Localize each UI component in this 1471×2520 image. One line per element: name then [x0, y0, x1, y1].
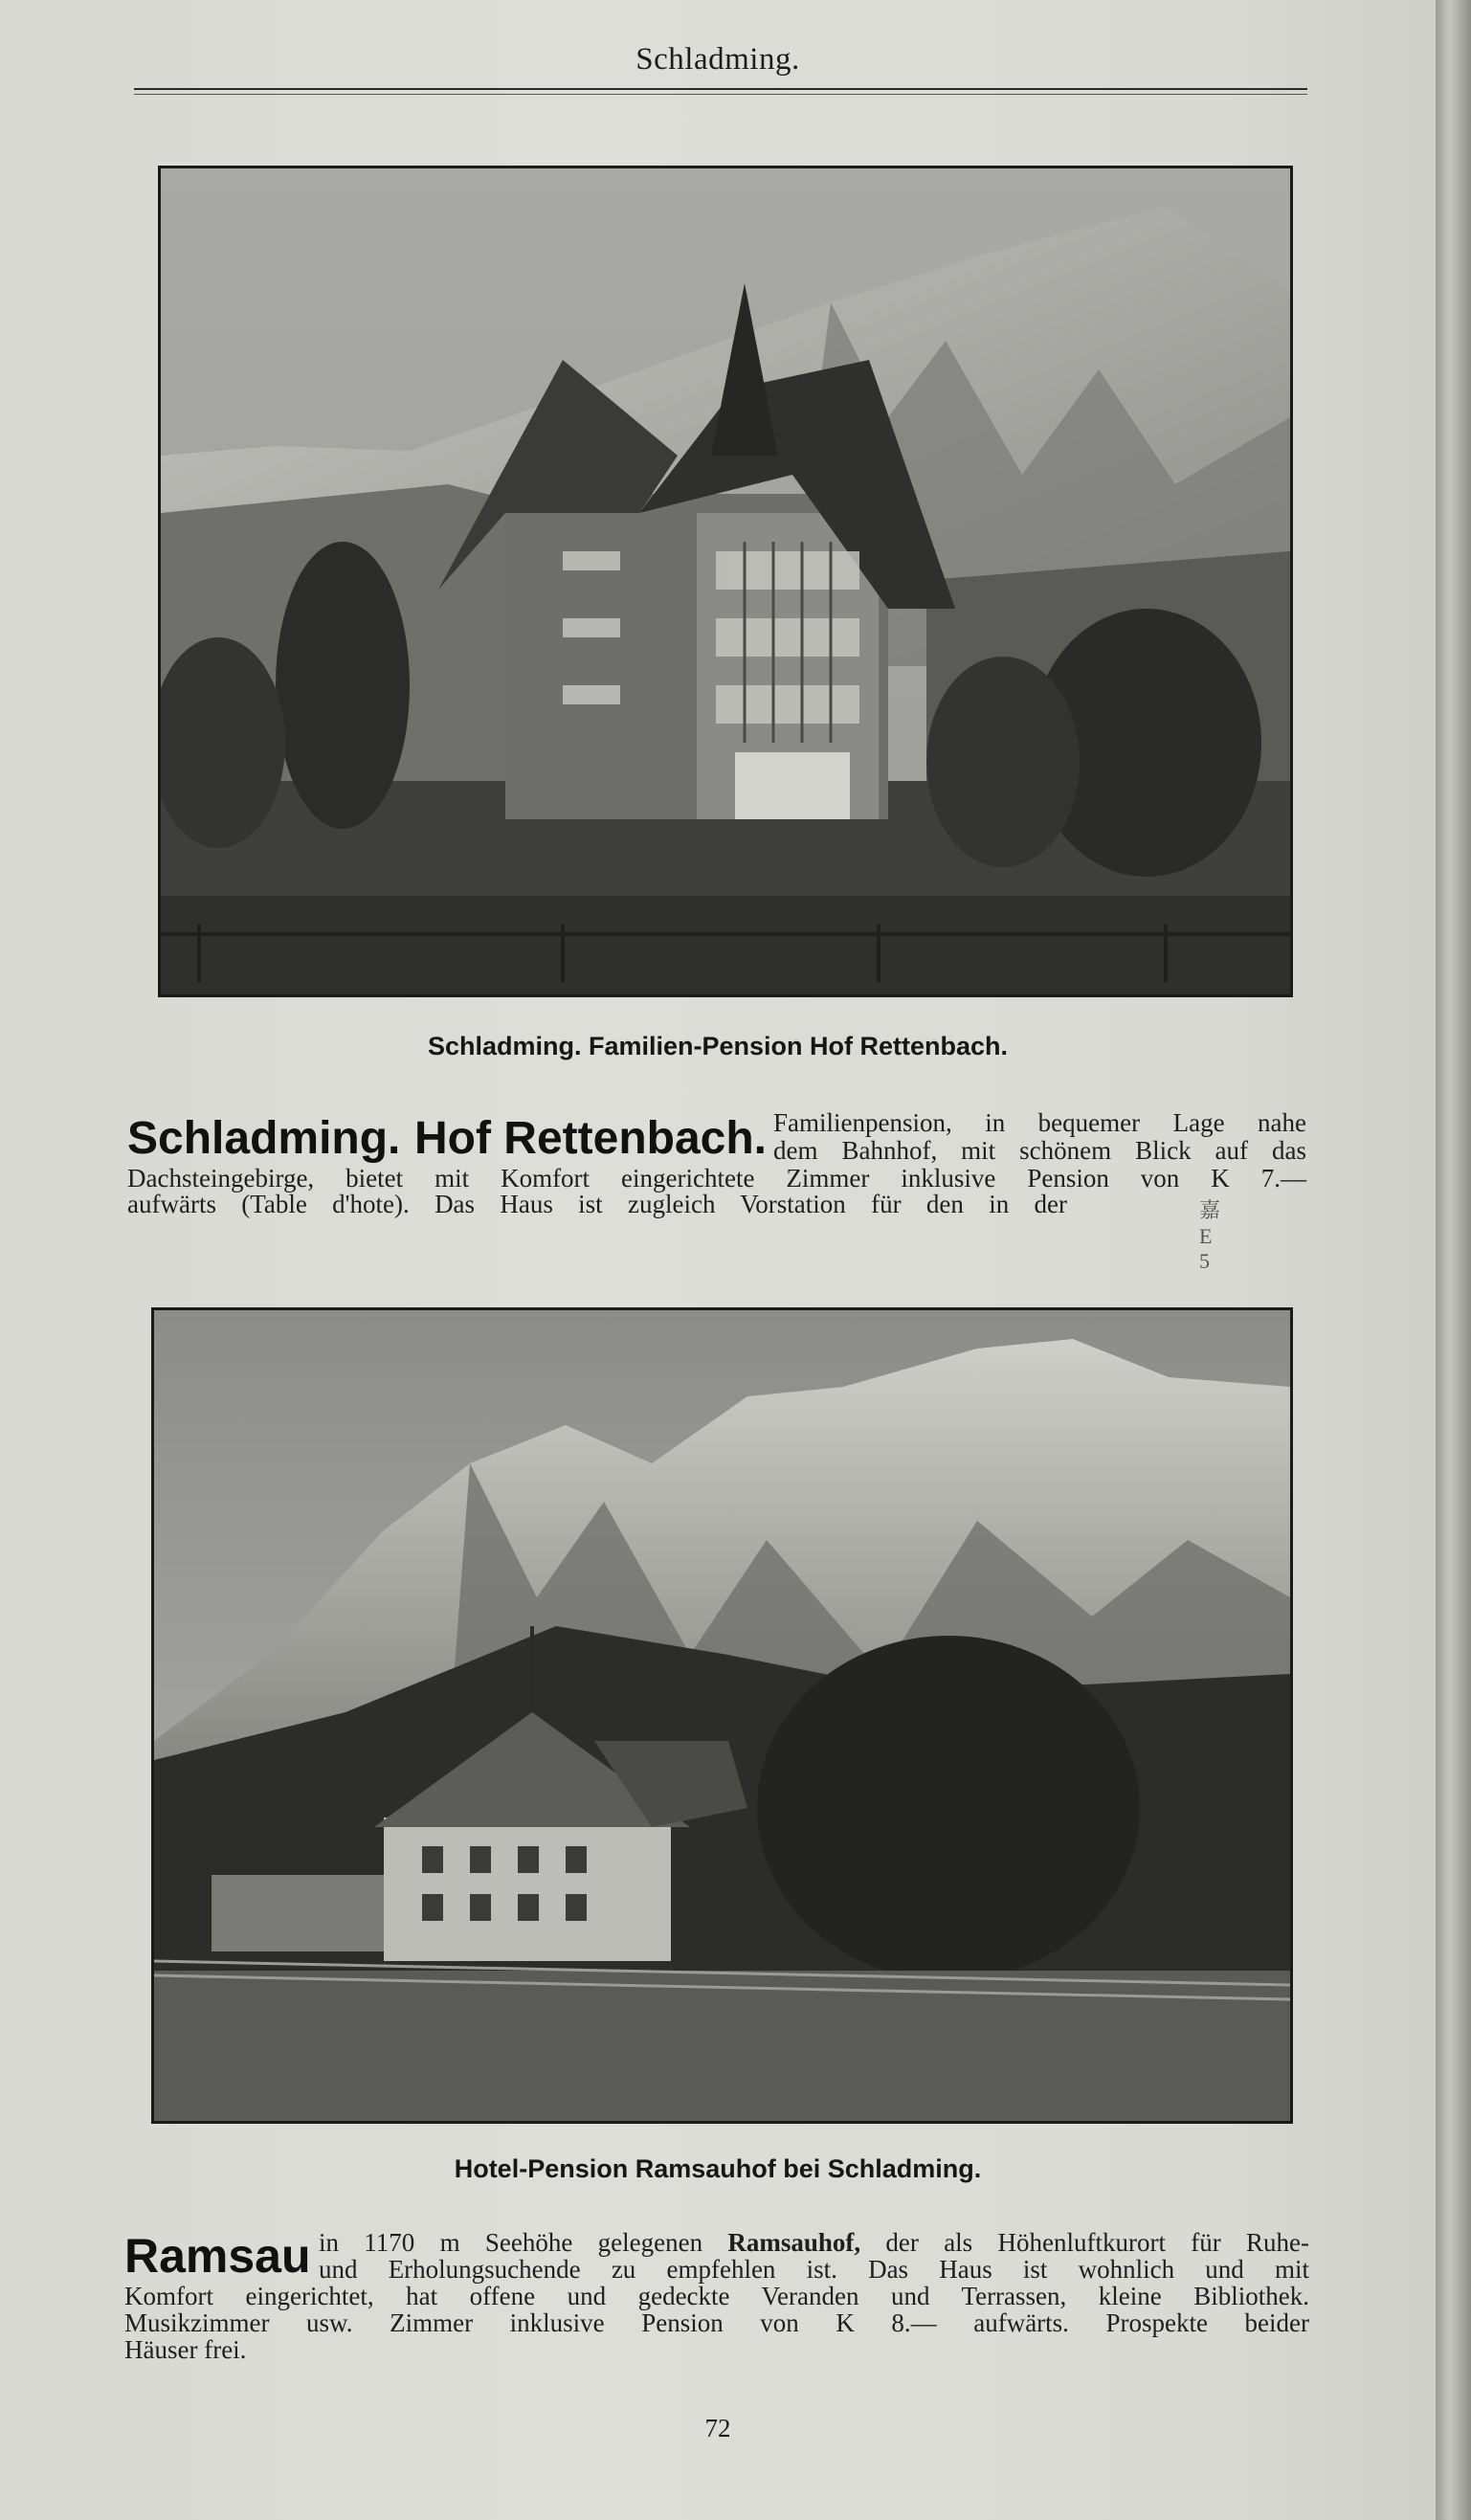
entry-text-line: Familienpension, in bequemer Lage nahe: [773, 1108, 1306, 1137]
photo-hof-rettenbach: [158, 166, 1293, 997]
entry-text-line: Musikzimmer usw. Zimmer inklusive Pension von K 8.— aufwärts. Prospekte beider: [124, 2308, 1309, 2337]
photo-caption: Hotel-Pension Ramsauhof bei Schladming.: [454, 2154, 982, 2183]
entry-heading-place: Ramsau: [124, 2229, 311, 2283]
entry-text-line: Komfort eingerichtet, hat offene und gedeckte Veranden und Terrassen, kleine Bibliothek.: [124, 2282, 1309, 2310]
book-spine-edge: [1436, 0, 1471, 2520]
hotel-photo-drawing: [154, 1310, 1290, 2121]
entry-text-line: aufwärts (Table d'hote). Das Haus ist zugleich Vorstation für den in der: [127, 1190, 1067, 1218]
header-rule: [134, 88, 1307, 90]
entry-hotel-name: Ramsauhof,: [727, 2228, 861, 2257]
photo-caption: Schladming. Familien-Pension Hof Rettenbach.: [427, 1032, 1009, 1060]
entry-text-line: dem Bahnhof, mit schönem Blick auf das: [773, 1136, 1306, 1165]
entry-text-fragment: in 1170 m Seehöhe gelegenen: [319, 2228, 728, 2257]
photo-ramsauhof: [151, 1307, 1293, 2124]
entry-text-line: und Erholungsuchende zu empfehlen ist. Das Haus ist wohnlich und mit: [319, 2255, 1309, 2284]
library-stamp: 嘉 E 5: [1199, 1198, 1227, 1273]
page-number: 72: [704, 2414, 731, 2442]
entry-text-line: [319, 2230, 1309, 2256]
entry-text-fragment: der als Höhenluftkurort für Ruhe-: [860, 2228, 1309, 2257]
header-rule-thin: [134, 94, 1307, 95]
entry-heading-place: Schladming.: [127, 1113, 401, 1164]
entry-heading-name: Hof Rettenbach.: [414, 1113, 768, 1164]
villa-photo-drawing: [161, 168, 1290, 994]
entry-text-line: Häuser frei.: [124, 2335, 247, 2364]
entry-text-line: Dachsteingebirge, bietet mit Komfort eingerichtete Zimmer inklusive Pension von K 7.—: [127, 1164, 1306, 1193]
running-head: Schladming.: [635, 42, 800, 77]
